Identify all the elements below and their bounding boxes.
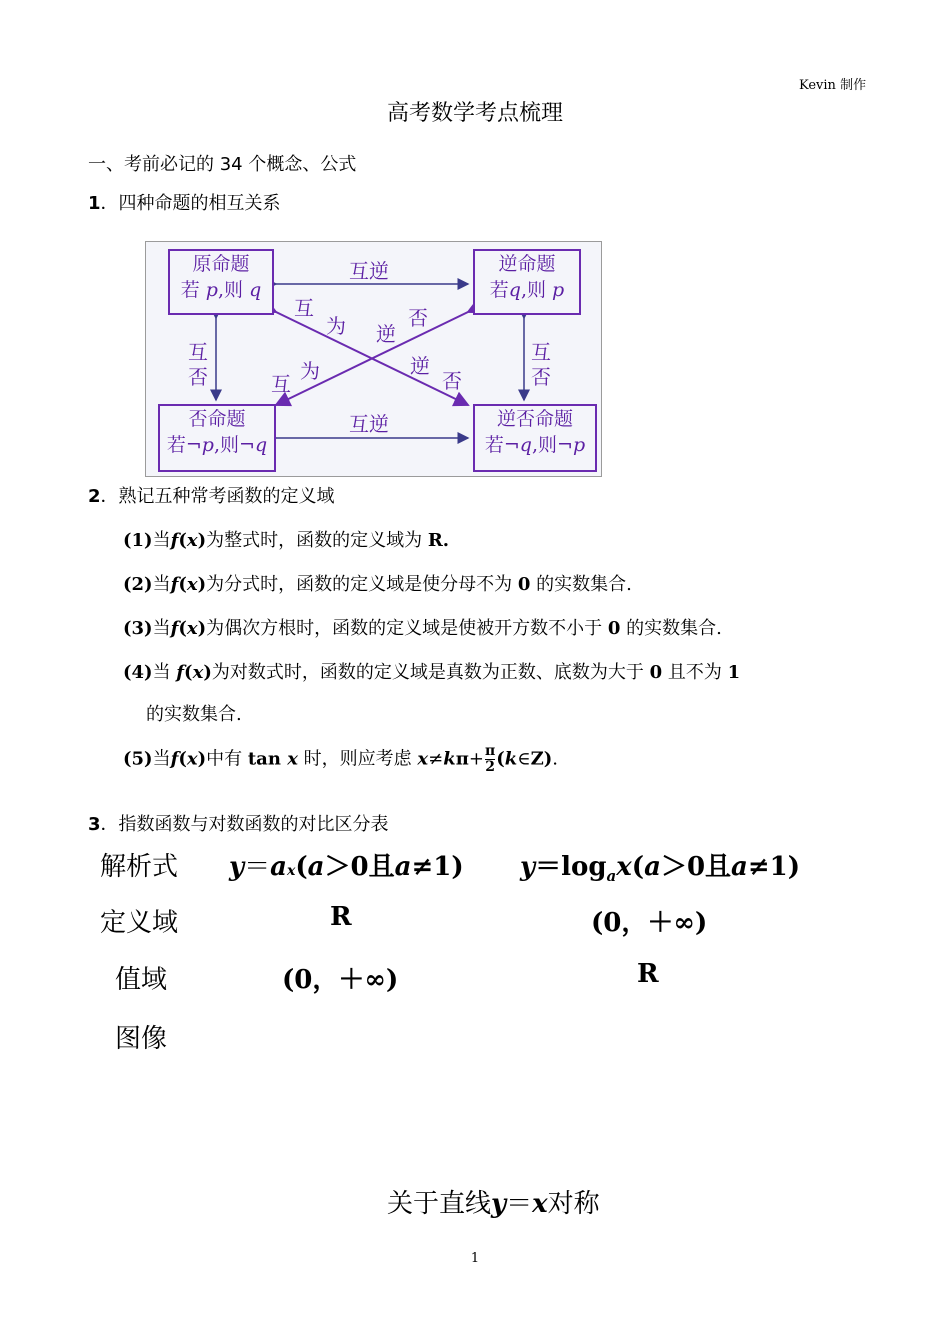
item1-dot: ．: [100, 193, 119, 214]
page-number: 1: [470, 1251, 480, 1266]
item1-heading: [88, 189, 281, 215]
four-propositions-diagram: [145, 241, 602, 477]
domain-row-label: 定义域: [100, 908, 179, 938]
cross-label-ni: 逆: [376, 322, 396, 346]
page-title: 高考数学考点梳理: [386, 101, 563, 126]
cross-label-hu-1: 互: [294, 296, 314, 320]
item2-title: 熟记五种常考函数的定义域: [118, 486, 335, 507]
cross-label-wei-1: 为: [326, 314, 346, 338]
cross-label-hu-2: 互: [271, 372, 291, 396]
contrapositive-title: 逆否命题: [496, 408, 573, 430]
converse-condition: 若q,则 p: [489, 279, 565, 301]
exp-range: (0，＋∞): [282, 965, 399, 995]
item3-heading: [88, 810, 389, 836]
right-label-1: 互: [531, 340, 551, 364]
author-credit: Kevin 制作: [799, 78, 867, 93]
converse-proposition-box: [473, 249, 581, 315]
inverse-condition: 若¬p,则¬q: [166, 434, 268, 456]
section-heading: 一、考前必记的 34 个概念、公式: [88, 154, 357, 175]
bottom-label: 互逆: [349, 412, 389, 436]
contrapositive-proposition-box: [473, 404, 597, 472]
original-proposition-box: [168, 249, 274, 315]
left-label-1: 互: [188, 340, 208, 364]
inverse-title: 否命题: [188, 408, 246, 430]
inverse-proposition-box: [158, 404, 276, 472]
log-domain: (0，＋∞): [591, 908, 708, 938]
log-range: R: [637, 959, 659, 989]
symmetry-note: 关于直线y＝x对称: [387, 1189, 600, 1219]
item1-number: 1: [88, 193, 101, 214]
log-function-expr: $y=\log_ax(a>0$且a≠1): [520, 852, 801, 886]
item1-title: 四种命题的相互关系: [118, 193, 281, 214]
item2-dot: ．: [100, 486, 119, 507]
domain-rule-3: (3)当f(x)为偶次方根时，函数的定义域是使被开方数不小于 0 的实数集合.: [123, 618, 722, 639]
expr-row-label: 解析式: [100, 852, 179, 882]
original-title: 原命题: [192, 253, 250, 275]
left-label-2: 否: [188, 365, 208, 389]
exp-function-expr: y＝ax(a＞0且a≠1): [229, 852, 464, 882]
cross-label-wei-2: 为: [300, 359, 320, 383]
domain-rule-4-cont: 的实数集合.: [146, 704, 242, 725]
exp-domain: R: [330, 902, 352, 932]
item2-heading: [88, 482, 335, 508]
right-label-2: 否: [531, 365, 551, 389]
cross-label-fou-1: 否: [408, 306, 428, 330]
range-row-label: 值域: [115, 965, 168, 995]
converse-title: 逆命题: [498, 253, 556, 275]
cross-label-fou-2: 否: [442, 369, 462, 393]
pi-over-2-fraction: $\frac{\pi}{2}$: [484, 743, 496, 775]
domain-rule-2: (2)当f(x)为分式时，函数的定义域是使分母不为 0 的实数集合.: [123, 574, 632, 595]
top-label: 互逆: [349, 259, 389, 283]
item3-title: 指数函数与对数函数的对比区分表: [118, 814, 389, 835]
cross-label-ni-2: 逆: [410, 354, 430, 378]
domain-rule-5: (5)当f(x)中有 tan x 时，则应考虑 x≠kπ+ $\frac{\pi}{2}$ (k∈Z).: [123, 743, 558, 775]
graph-row-label: 图像: [115, 1024, 168, 1054]
item3-number: 3: [88, 814, 101, 835]
contrapositive-condition: 若¬q,则¬p: [484, 434, 586, 456]
item3-dot: ．: [100, 814, 119, 835]
item2-number: 2: [88, 486, 101, 507]
domain-rule-4: (4)当 f(x)为对数式时，函数的定义域是真数为正数、底数为大于 0 且不为 1: [123, 662, 741, 683]
domain-rule-1: (1)当f(x)为整式时，函数的定义域为 R.: [123, 530, 450, 551]
original-condition: 若 p,则 q: [180, 279, 262, 301]
